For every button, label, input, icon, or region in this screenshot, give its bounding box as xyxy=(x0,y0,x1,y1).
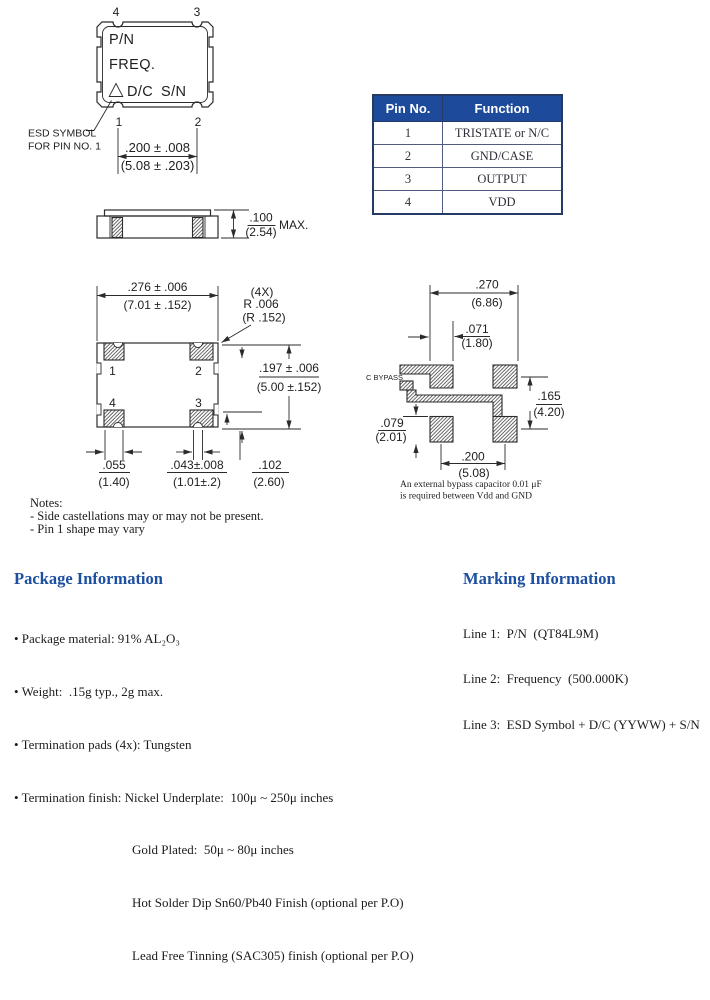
table-row xyxy=(373,191,562,215)
package-continuation: Gold Plated: 50μ ~ 80μ inches xyxy=(132,842,294,858)
castellation-in: .043±.008 xyxy=(170,458,224,472)
land-gap-mm: (2.01) xyxy=(375,430,407,444)
top-view-pin-3-label: 3 xyxy=(193,5,201,19)
marking-information-title: Marking Information xyxy=(463,569,616,588)
land-pad xyxy=(493,417,517,443)
top-view-width-mm: (5.08 ± .203) xyxy=(120,158,195,173)
package-bullet: • Termination finish: Nickel Underplate: 100μ ~ 250μ inches xyxy=(14,789,334,805)
land-pad xyxy=(493,365,517,388)
pin-number: 1 xyxy=(373,122,443,145)
side-pad xyxy=(193,218,204,238)
note-item: - Side castellations may or may not be present. xyxy=(30,509,264,523)
table-row xyxy=(373,168,562,191)
land-hpitch-in: .200 xyxy=(461,449,485,464)
pad-height-mm: (2.60) xyxy=(253,475,285,489)
land-pad-in: .071 xyxy=(465,322,489,336)
table-row xyxy=(373,145,562,168)
pin-table-header-function: Function xyxy=(443,95,563,122)
pin-function: GND/CASE xyxy=(443,145,563,168)
corner-radius-mm: (R .152) xyxy=(242,310,286,325)
top-view-width-in: .200 ± .008 xyxy=(125,140,190,155)
bottom-pin-2-label: 2 xyxy=(195,364,202,378)
bypass-note-line1: An external bypass capacitor 0.01 μF xyxy=(400,480,542,490)
pin-number: 2 xyxy=(373,145,443,168)
marking-dc: D/C xyxy=(127,84,154,100)
bottom-body-mm: (5.00 ±.152) xyxy=(256,380,322,394)
land-vpitch-in: .165 xyxy=(537,389,561,403)
pin-function: VDD xyxy=(443,191,563,215)
bottom-view-drawing xyxy=(86,280,321,489)
corner-radius-in: R .006 xyxy=(243,297,279,311)
side-notch xyxy=(214,404,218,415)
esd-leader-line xyxy=(86,101,112,131)
pin-function: OUTPUT xyxy=(443,168,563,191)
bottom-pin-3-label: 3 xyxy=(195,396,202,410)
notes-title: Notes: xyxy=(30,496,63,510)
pad-height-in: .102 xyxy=(258,458,282,472)
marking-sn: S/N xyxy=(161,84,187,100)
marking-freq: FREQ. xyxy=(109,57,156,73)
bottom-pin-1-label: 1 xyxy=(109,364,116,378)
side-view-drawing xyxy=(97,210,308,239)
package-continuation: Hot Solder Dip Sn60/Pb40 Finish (optional per P.O) xyxy=(132,895,404,911)
esd-note-line1: ESD SYMBOL xyxy=(28,127,97,140)
land-pattern-drawing xyxy=(366,278,565,502)
side-notch xyxy=(97,404,101,415)
side-height-in: .100 xyxy=(249,210,273,225)
castellation-mm: (1.01±.2) xyxy=(173,475,221,489)
land-pad-mm: (1.80) xyxy=(461,336,493,350)
notes-section xyxy=(30,497,264,536)
land-hpitch-mm: (5.08) xyxy=(458,466,490,480)
marking-line: Line 1: P/N (QT84L9M) xyxy=(463,625,599,641)
pad-width-in: .055 xyxy=(102,458,126,472)
side-notch xyxy=(214,363,218,374)
side-pad xyxy=(112,218,123,238)
package-information-section xyxy=(14,569,459,1000)
pin-number: 4 xyxy=(373,191,443,215)
marking-information-section xyxy=(463,569,708,763)
land-width-in: .270 xyxy=(475,277,499,292)
land-gap-in: .079 xyxy=(380,416,404,430)
top-view-pin-4-label: 4 xyxy=(112,5,120,19)
marking-pn: P/N xyxy=(109,32,135,48)
package-information-title: Package Information xyxy=(14,569,163,588)
table-row xyxy=(373,122,562,145)
pad-width-mm: (1.40) xyxy=(98,475,130,489)
pin-number: 3 xyxy=(373,168,443,191)
package-bullet: • Weight: .15g typ., 2g max. xyxy=(14,683,164,699)
land-width-mm: (6.86) xyxy=(471,295,503,310)
bottom-width-in: .276 ± .006 xyxy=(127,280,188,294)
pin-function-table xyxy=(372,94,563,215)
esd-triangle-icon xyxy=(109,84,123,97)
bypass-cap-pad xyxy=(400,381,413,390)
corner-radius-count: (4X) xyxy=(250,285,274,299)
marking-line: Line 3: ESD Symbol + D/C (YYWW) + S/N xyxy=(463,717,700,733)
radius-leader-line xyxy=(222,325,252,343)
esd-note-line2: FOR PIN NO. 1 xyxy=(28,140,101,153)
bottom-body-in: .197 ± .006 xyxy=(259,361,319,375)
bottom-pin-4-label: 4 xyxy=(109,396,116,410)
bypass-label: C BYPASS xyxy=(366,373,403,382)
marking-line: Line 2: Frequency (500.000K) xyxy=(463,671,629,687)
top-view-drawing xyxy=(28,5,213,174)
side-max-label: MAX. xyxy=(279,218,309,232)
package-continuation: Lead Free Tinning (SAC305) finish (optional per P.O) xyxy=(132,947,414,963)
package-bullet: • Package material: 91% AL₂O₃ xyxy=(14,631,180,647)
top-view-pin-2-label: 2 xyxy=(194,115,202,129)
side-height-mm: (2.54) xyxy=(245,225,277,239)
pin-table-header-pin: Pin No. xyxy=(373,95,443,122)
side-lid xyxy=(105,210,211,216)
note-item: - Pin 1 shape may vary xyxy=(30,522,145,536)
land-vpitch-mm: (4.20) xyxy=(533,405,565,419)
package-bullet: • Termination pads (4x): Tungsten xyxy=(14,736,192,752)
land-pad xyxy=(430,417,453,443)
side-notch xyxy=(97,363,101,374)
bypass-trace xyxy=(407,390,502,417)
pin-function: TRISTATE or N/C xyxy=(443,122,563,145)
top-view-pin-1-label: 1 xyxy=(115,115,123,129)
bottom-width-mm: (7.01 ± .152) xyxy=(123,298,192,312)
bypass-note-line2: is required between Vdd and GND xyxy=(400,491,532,502)
